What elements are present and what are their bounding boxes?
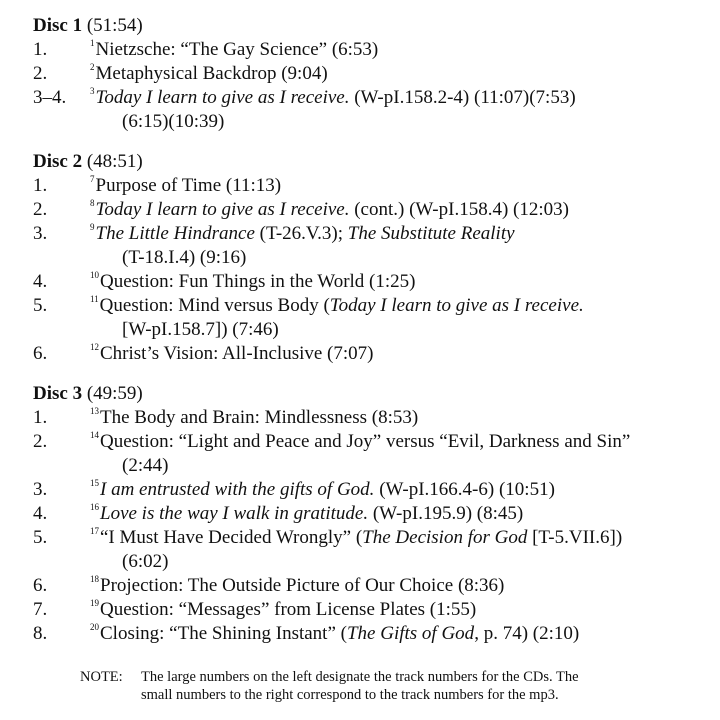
disc-heading [33, 150, 703, 174]
track-title [90, 502, 703, 526]
cd-track-number: 4. [33, 271, 48, 292]
track-title [90, 294, 703, 318]
title-text: Question: Fun Things in the World (1:25) [100, 271, 416, 292]
title-text: [T-5.VII.6]) [527, 527, 623, 548]
mp3-track-number: 1 [90, 38, 95, 48]
track-title [90, 38, 703, 62]
cd-track-number: 1. [33, 39, 48, 60]
cd-track-number: 6. [33, 575, 48, 596]
title-text: (2:44) [122, 455, 169, 476]
mp3-track-number: 3 [90, 86, 95, 96]
track-title [90, 174, 703, 198]
disc-label: Disc 3 [33, 383, 83, 404]
cd-track-number: 5. [33, 527, 48, 548]
track-title [90, 574, 703, 598]
disc-spacer [33, 134, 703, 150]
cd-track-number: 2. [33, 199, 48, 220]
cd-track-number: 5. [33, 295, 48, 316]
mp3-track-number: 15 [90, 478, 99, 488]
track-title-continued [122, 454, 703, 478]
track-continuation [33, 550, 703, 574]
track-row [33, 406, 703, 430]
title-italic: Today I learn to give as I receive. [95, 87, 350, 108]
disc-label: Disc 2 [33, 151, 83, 172]
cd-track-number: 3. [33, 223, 48, 244]
track-row [33, 574, 703, 598]
cd-track-number: 4. [33, 503, 48, 524]
cd-track-number: 3–4. [33, 87, 67, 108]
mp3-track-number: 7 [90, 174, 95, 184]
title-text: Projection: The Outside Picture of Our Choice (8:36) [100, 575, 505, 596]
track-continuation [33, 110, 703, 134]
title-italic: The Little Hindrance [95, 223, 255, 244]
title-text: , p. 74) (2:10) [474, 623, 580, 644]
title-text: (T-18.I.4) (9:16) [122, 247, 247, 268]
title-text: (W-pI.158.2-4) (11:07)(7:53) [349, 87, 576, 108]
track-continuation [33, 454, 703, 478]
cd-track-number: 7. [33, 599, 48, 620]
track-title [90, 198, 703, 222]
title-text: (6:02) [122, 551, 169, 572]
mp3-track-number: 11 [90, 294, 99, 304]
title-text: [W-pI.158.7]) (7:46) [122, 319, 279, 340]
title-text: The Body and Brain: Mindlessness (8:53) [100, 407, 419, 428]
note-line: The large numbers on the left designate the track numbers for the CDs. The [141, 669, 579, 685]
cd-track-number: 8. [33, 623, 48, 644]
cd-track-number: 2. [33, 63, 48, 84]
title-text: (W-pI.195.9) (8:45) [368, 503, 524, 524]
mp3-track-number: 17 [90, 526, 99, 536]
title-italic: Today I learn to give as I receive. [329, 295, 584, 316]
disc-duration: (48:51) [86, 151, 143, 172]
track-title [90, 598, 703, 622]
track-row [33, 86, 703, 110]
title-text: Question: “Light and Peace and Joy” versus “Evil, Darkness and Sin” [100, 431, 631, 452]
disc-spacer [33, 366, 703, 382]
track-continuation [33, 246, 703, 270]
title-text: Purpose of Time (11:13) [95, 175, 282, 196]
title-text: Question: Mind versus Body ( [99, 295, 330, 316]
track-title-continued [122, 550, 703, 574]
track-title [90, 526, 703, 550]
track-row [33, 198, 703, 222]
track-title [90, 62, 703, 86]
title-text: (6:15)(10:39) [122, 111, 225, 132]
track-title-continued [122, 246, 703, 270]
disc-duration: (49:59) [86, 383, 143, 404]
title-text: (T-26.V.3); [254, 223, 348, 244]
mp3-track-number: 16 [90, 502, 99, 512]
track-row [33, 270, 703, 294]
track-row [33, 502, 703, 526]
track-row [33, 222, 703, 246]
cd-track-number: 3. [33, 479, 48, 500]
title-italic: The Decision for God [362, 527, 528, 548]
cd-track-number: 1. [33, 175, 48, 196]
track-row [33, 342, 703, 366]
mp3-track-number: 18 [90, 574, 99, 584]
mp3-track-number: 19 [90, 598, 99, 608]
title-text: Metaphysical Backdrop (9:04) [95, 63, 328, 84]
mp3-track-number: 2 [90, 62, 95, 72]
title-italic: I am entrusted with the gifts of God. [100, 479, 375, 500]
track-row [33, 598, 703, 622]
mp3-track-number: 14 [90, 430, 99, 440]
note-label: NOTE: [80, 669, 123, 685]
track-row [33, 294, 703, 318]
disc-duration: (51:54) [86, 15, 143, 36]
cd-track-number: 1. [33, 407, 48, 428]
mp3-track-number: 20 [90, 622, 99, 632]
track-title [90, 430, 703, 454]
track-title [90, 622, 703, 646]
note-line: small numbers to the right correspond to the track numbers for the mp3. [141, 687, 559, 703]
title-italic: The Substitute Reality [347, 223, 515, 244]
title-italic: The Gifts of God [346, 623, 475, 644]
title-text: Question: “Messages” from License Plates (1:55) [100, 599, 477, 620]
track-title [90, 478, 703, 502]
mp3-track-number: 8 [90, 198, 95, 208]
track-title [90, 270, 703, 294]
track-continuation [33, 318, 703, 342]
track-row [33, 526, 703, 550]
track-title [90, 222, 703, 246]
note [80, 668, 579, 704]
title-text: Nietzsche: “The Gay Science” (6:53) [95, 39, 379, 60]
title-italic: Today I learn to give as I receive. [95, 199, 350, 220]
mp3-track-number: 10 [90, 270, 99, 280]
track-title-continued [122, 110, 703, 134]
mp3-track-number: 13 [90, 406, 99, 416]
mp3-track-number: 12 [90, 342, 99, 352]
track-row [33, 622, 703, 646]
cd-track-number: 2. [33, 431, 48, 452]
disc-label: Disc 1 [33, 15, 83, 36]
track-row [33, 430, 703, 454]
disc-heading [33, 382, 703, 406]
title-text: Christ’s Vision: All-Inclusive (7:07) [100, 343, 374, 364]
title-text: “I Must Have Decided Wrongly” ( [100, 527, 363, 548]
track-row [33, 62, 703, 86]
title-italic: Love is the way I walk in gratitude. [100, 503, 369, 524]
track-title [90, 406, 703, 430]
title-text: Closing: “The Shining Instant” ( [100, 623, 347, 644]
title-text: (cont.) (W-pI.158.4) (12:03) [349, 199, 569, 220]
track-title-continued [122, 318, 703, 342]
track-row [33, 478, 703, 502]
disc-heading [33, 14, 703, 38]
mp3-track-number: 9 [90, 222, 95, 232]
title-text: (W-pI.166.4-6) (10:51) [374, 479, 555, 500]
track-row [33, 174, 703, 198]
track-title [90, 342, 703, 366]
cd-track-number: 6. [33, 343, 48, 364]
track-row [33, 38, 703, 62]
track-listing [33, 14, 703, 646]
track-title [90, 86, 703, 110]
